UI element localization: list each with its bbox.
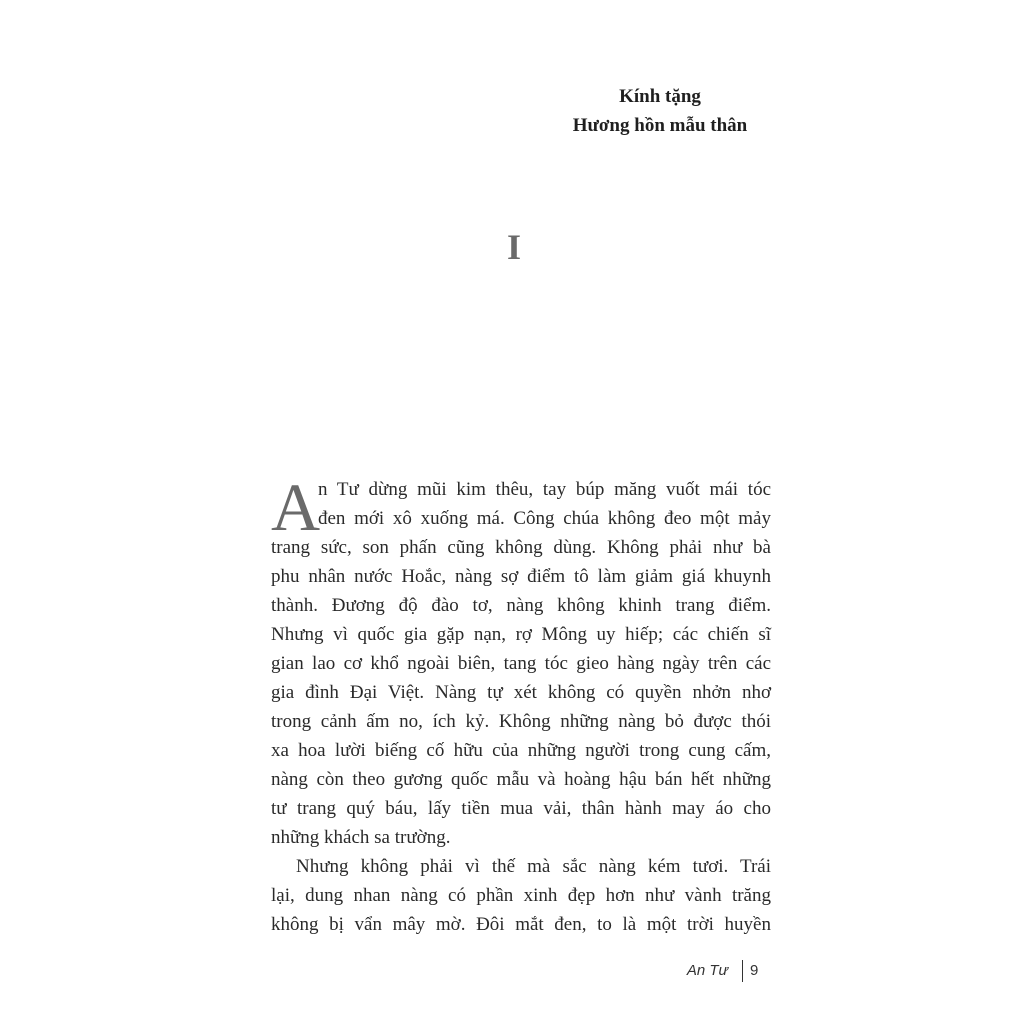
paragraph-line: nàng còn theo gương quốc mẫu và hoàng hậu bán hết những [271,769,771,790]
dedication [560,82,760,140]
body-text [271,469,771,939]
paragraph-line: lại, dung nhan nàng có phần xinh đẹp hơn như vành trăng [271,885,771,906]
paragraph-line: Nhưng không phải vì thế mà sắc nàng kém tươi. Trái [296,856,771,877]
dedication-line-2: Hương hồn mẫu thân [572,115,748,136]
paragraph-line: gian lao cơ khổ ngoài biên, tang tóc gieo hàng ngày trên các [271,653,771,674]
paragraph-line: xa hoa lười biếng cố hữu của những người trong cung cấm, [271,740,771,761]
paragraph-line: tư trang quý báu, lấy tiền mua vải, thân hành may áo cho [271,798,771,819]
paragraph-line: n Tư dừng mũi kim thêu, tay búp măng vuốt mái tóc [318,479,771,500]
page-number: 9 [750,962,759,979]
dedication-line-1: Kính tặng [619,86,701,107]
paragraph-line: trong cảnh ấm no, ích kỷ. Không những nàng bỏ được thói [271,711,771,732]
paragraph-line: đen mới xô xuống má. Công chúa không đeo một mảy [318,508,771,529]
paragraph-1 [271,469,771,852]
footer-divider [742,960,743,982]
paragraph-line: không bị vẩn mây mờ. Đôi mắt đen, to là một trời huyền [271,914,771,935]
paragraph-line: gia đình Đại Việt. Nàng tự xét không có quyền nhởn nhơ [271,682,771,703]
chapter-number: I [506,227,521,267]
paragraph-line: Nhưng vì quốc gia gặp nạn, rợ Mông uy hiếp; các chiến sĩ [271,624,771,645]
paragraph-line: những khách sa trường. [271,827,451,848]
paragraph-line: thành. Đương độ đào tơ, nàng không khinh trang điểm. [271,595,771,616]
drop-cap: A [271,469,321,545]
paragraph-line: trang sức, son phấn cũng không dùng. Không phải như bà [271,537,771,558]
paragraph-line: phu nhân nước Hoắc, nàng sợ điểm tô làm giảm giá khuynh [271,566,771,587]
paragraph-2 [271,852,771,939]
page-footer [640,960,770,984]
running-title: An Tư [686,962,728,979]
